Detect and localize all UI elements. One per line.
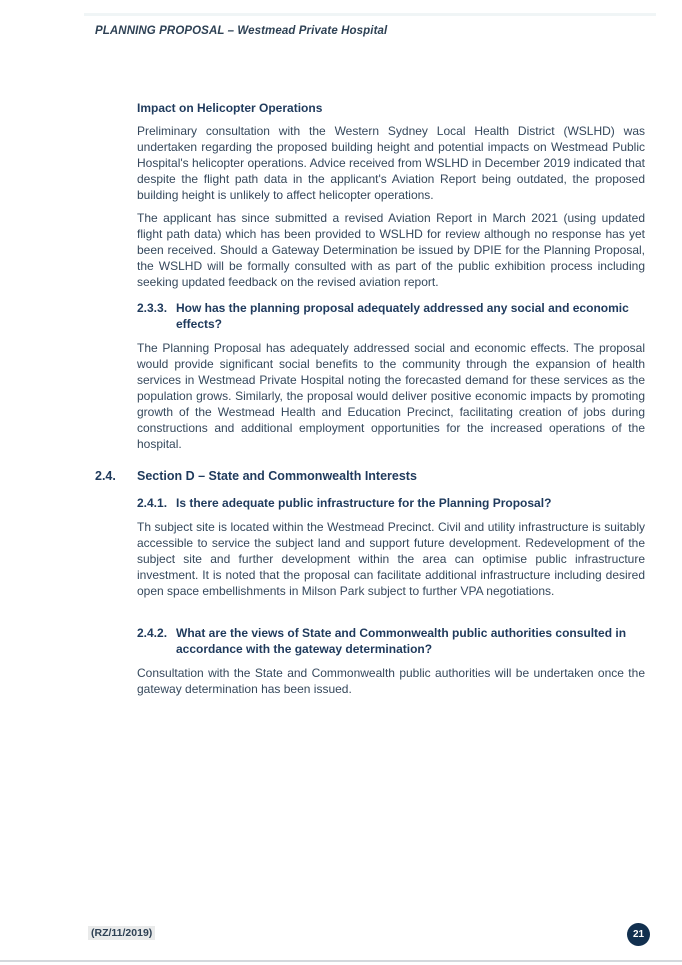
paragraph-state-commonwealth-consultation: Consultation with the State and Commonwealth public authorities will be undertaken once the gateway determination has been issued. (137, 666, 645, 696)
heading-number: 2.3.3. (137, 301, 168, 315)
heading-number: 2.4.2. (137, 626, 168, 640)
heading-impact-on-helicopter-operations: Impact on Helicopter Operations (137, 101, 323, 115)
document-body (95, 100, 645, 704)
heading-text: Is there adequate public infrastructure for the Planning Proposal? (176, 496, 552, 510)
paragraph-applicant-revised-report: The applicant has since submitted a revised Aviation Report in March 2021 (using updated flight path data) which has been provided to WSLHD for review although no response has yet been received. Should a Gateway Determination be issued by DPIE for the Planning Proposal, the WSLHD will be formally consulted with as part of the public exhibition process including seeking updated feedback on the revised aviation report. (137, 211, 645, 289)
heading-text: Section D – State and Commonwealth Interests (137, 469, 417, 483)
header-rule (84, 13, 656, 16)
heading-2-4-1 (137, 495, 645, 511)
paragraph-social-economic-effects: The Planning Proposal has adequately addressed social and economic effects. The proposal would provide significant social benefits to the community through the expansion of health services in Westmead Private Hospital noting the forecasted demand for these services as the population grows. Similarly, the proposal would deliver positive economic impacts by promoting growth of the Westmead Health and Education Precinct, facilitating creation of jobs during constructions and additional employment opportunities for the increased operations of the hospital. (137, 341, 645, 451)
heading-text: What are the views of State and Commonwealth public authorities consulted in accordance with the gateway determination? (176, 626, 627, 656)
heading-2-4-section-d (95, 468, 645, 485)
heading-2-3-3 (137, 300, 645, 332)
heading-number: 2.4. (95, 469, 116, 483)
heading-text: How has the planning proposal adequately addressed any social and economic effects? (176, 301, 629, 331)
page-bottom-edge (0, 960, 682, 962)
paragraph-public-infrastructure: Th subject site is located within the Westmead Precinct. Civil and utility infrastructure is suitably accessible to service the subject land and support future development. Redevelopment of the subject site and further development within the area can optimise public infrastructure investment. It is noted that the proposal can facilitate additional infrastructure including desired open space embellishments in Milson Park subject to further VPA negotiations. (137, 520, 645, 598)
running-header-title: PLANNING PROPOSAL – Westmead Private Hospital (95, 25, 388, 37)
footer-reference: (RZ/11/2019) (88, 926, 155, 940)
page-number-badge: 21 (627, 923, 650, 946)
paragraph-preliminary-consultation: Preliminary consultation with the Western Sydney Local Health District (WSLHD) was undertaken regarding the proposed building height and potential impacts on Westmead Public Hospital's helicopter operations. Advice received from WSLHD in December 2019 indicated that despite the flight path data in the applicant's Aviation Report being outdated, the proposed building height is unlikely to affect helicopter operations. (137, 124, 645, 202)
heading-2-4-2 (137, 625, 645, 657)
heading-number: 2.4.1. (137, 496, 168, 510)
